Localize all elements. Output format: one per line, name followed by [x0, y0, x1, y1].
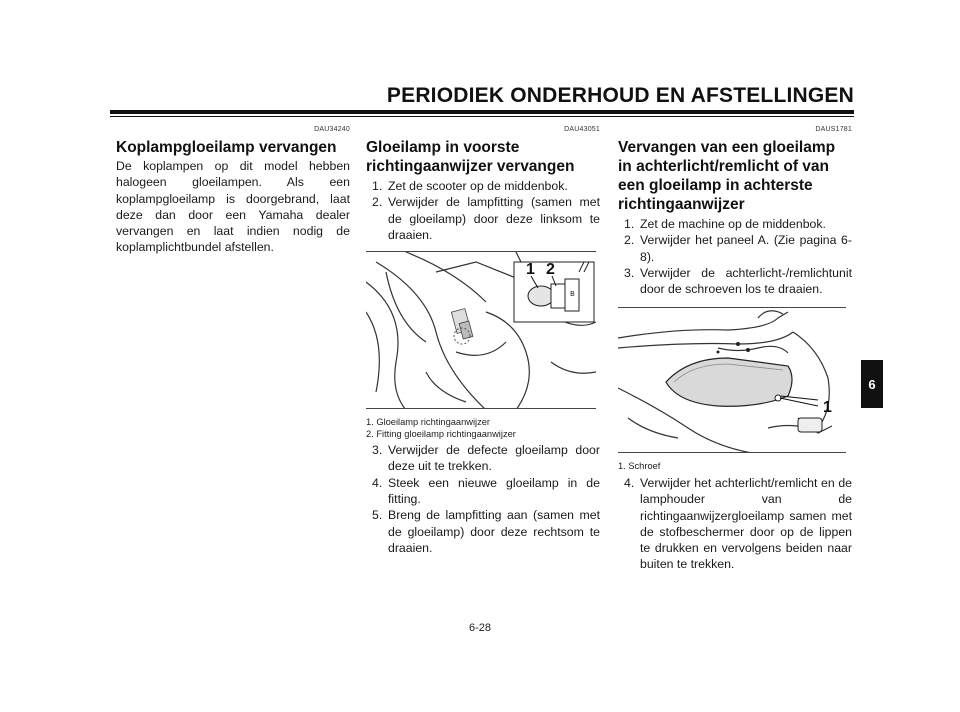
step-number: 1.: [624, 217, 635, 231]
step-list: [366, 178, 600, 243]
section-code: DAU43051: [564, 126, 600, 133]
column-headlight: [116, 126, 350, 256]
header-rule-thin: [110, 116, 854, 117]
step-text: Verwijder de defecte gloeilamp door deze uit te trekken.: [388, 443, 600, 474]
step-number: 3.: [372, 443, 383, 458]
caption-line: 1. Schroef: [618, 461, 661, 472]
caption-line: 1. Gloeilamp richtingaanwijzer: [366, 417, 491, 428]
section-heading: Vervangen van een gloeilamp in achterlicht/remlicht of van een gloeilamp in achterste richtingaanwijzer: [618, 139, 836, 213]
step-item: [618, 475, 852, 573]
figure-label-1: 1: [823, 399, 832, 417]
section-code: DAU34240: [314, 126, 350, 133]
step-text: Verwijder het paneel A. (Zie pagina 6-8).: [640, 233, 852, 264]
step-text: Verwijder de achterlicht-/remlichtunit door de schroeven los te draaien.: [640, 265, 852, 297]
step-text: Breng de lampfitting aan (samen met de gloeilamp) door deze rechtsom te draaien.: [388, 508, 600, 555]
step-text: Zet de machine op de middenbok.: [640, 217, 826, 231]
page-number: 6-28: [468, 622, 492, 634]
step-number: 1.: [372, 179, 383, 193]
step-text: Steek een nieuwe gloeilamp in de fitting.: [388, 475, 600, 507]
step-number: 5.: [372, 508, 383, 523]
step-number: 3.: [624, 265, 635, 280]
section-paragraph: De koplampen op dit model hebben halogeen gloeilampen. Als een koplampgloeilamp is doorgebrand, laat deze dan door een Yamaha dealer vervangen en laat indien nodig de koplamplichtbundel afstellen.: [116, 159, 350, 255]
column-tail-light: [618, 126, 852, 573]
step-number: 2.: [372, 195, 383, 210]
step-text: Zet de scooter op de middenbok.: [388, 179, 568, 193]
chapter-tab: 6: [861, 360, 883, 408]
step-item: [366, 507, 600, 556]
figure-label-2: 2: [546, 261, 555, 279]
section-code: DAUS1781: [815, 126, 852, 133]
svg-text:B: B: [570, 290, 575, 299]
figure-captions: [366, 417, 600, 440]
caption-line: 2. Fitting gloeilamp richtingaanwijzer: [366, 428, 516, 439]
page-header-title: PERIODIEK ONDERHOUD EN AFSTELLINGEN: [386, 84, 854, 107]
section-heading: Koplampgloeilamp vervangen: [116, 139, 337, 156]
step-item: [366, 178, 600, 194]
step-text: Verwijder de lampfitting (samen met de gloeilamp) door deze linksom te draaien.: [388, 195, 600, 242]
column-front-indicator: [366, 126, 600, 556]
figure-captions: [618, 461, 852, 473]
step-item: [366, 194, 600, 243]
header-rule: [110, 110, 854, 114]
step-list-continued: [366, 442, 600, 556]
step-number: 4.: [372, 475, 383, 490]
step-list-continued: [618, 475, 852, 573]
step-number: 4.: [624, 475, 635, 490]
section-heading: Gloeilamp in voorste richtingaanwijzer vervangen: [366, 139, 575, 175]
front-indicator-illustration: [366, 252, 596, 409]
figure-tail-light-unit: [618, 307, 846, 453]
step-item: [366, 442, 600, 475]
step-list: [618, 216, 852, 297]
step-item: [618, 265, 852, 298]
figure-label-1: 1: [526, 261, 535, 279]
step-item: [366, 475, 600, 508]
step-number: 2.: [624, 233, 635, 248]
step-item: [618, 232, 852, 265]
step-text: Verwijder het achterlicht/remlicht en de lamphouder van de richtingaanwijzergloeilamp samen met de stofbeschermer door op de lippen te drukken en vervolgens beiden naar buiten te trekken.: [640, 475, 852, 572]
tail-light-illustration: [618, 308, 846, 453]
figure-front-indicator-bulb: [366, 251, 596, 409]
step-item: [618, 216, 852, 232]
